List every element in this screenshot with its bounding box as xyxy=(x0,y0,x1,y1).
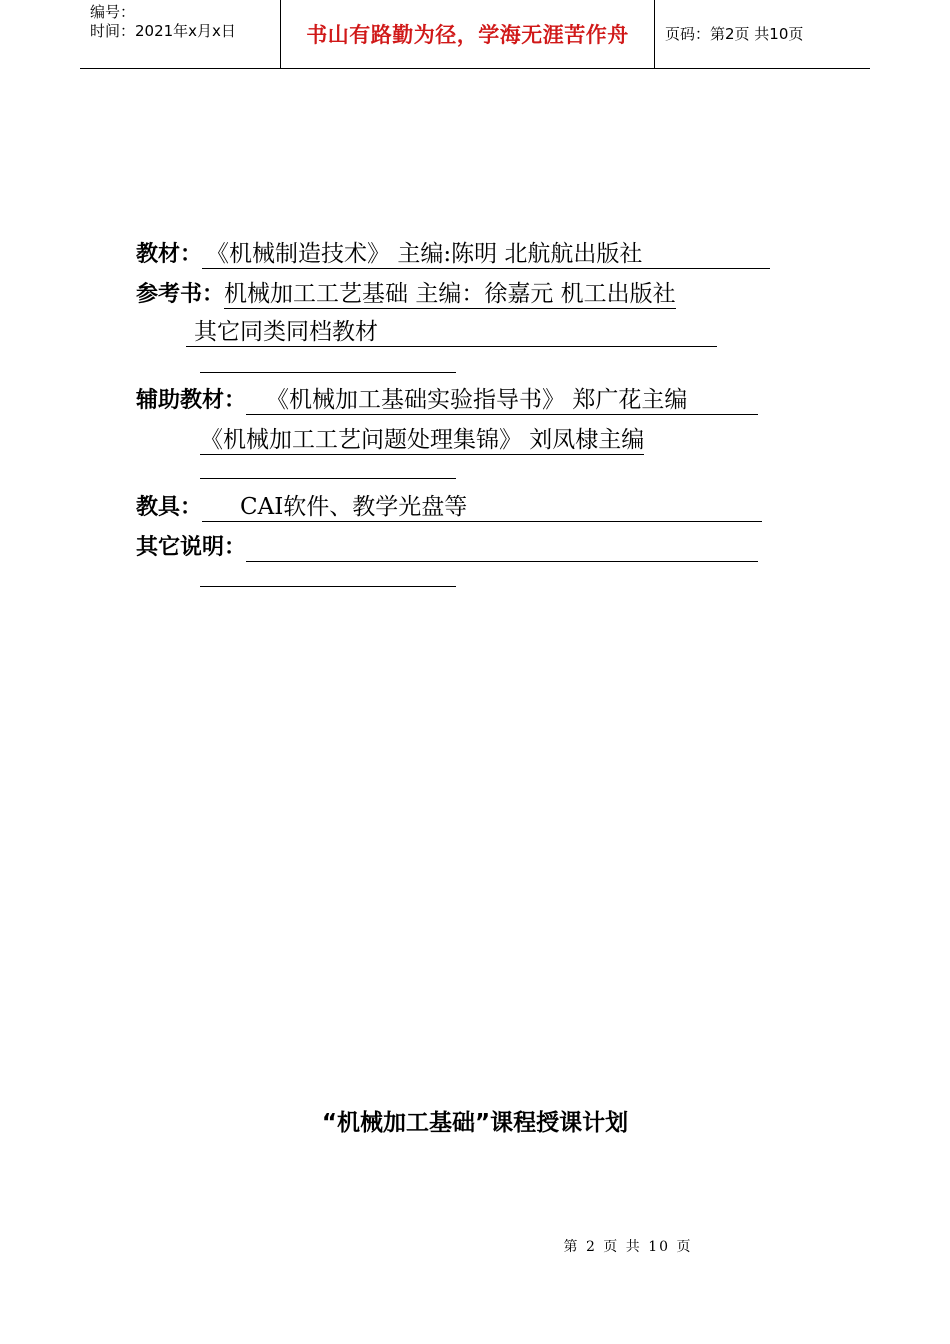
aux-label: 辅助教材： xyxy=(136,388,247,413)
reference-row-2 xyxy=(186,318,717,347)
reference-row xyxy=(136,280,676,309)
textbook-label: 教材： xyxy=(136,242,203,267)
blank-line xyxy=(200,478,456,479)
tools-row xyxy=(136,493,762,522)
reference-label: 参考书： xyxy=(136,282,225,307)
header-left-cell xyxy=(80,0,281,68)
aux-value-2: 《机械加工工艺问题处理集锦》 刘凤棣主编 xyxy=(200,427,645,453)
tools-label: 教具： xyxy=(136,495,203,520)
time-label: 时间：2021年x月x日 xyxy=(90,22,236,40)
textbook-row xyxy=(136,240,770,269)
aux-row xyxy=(136,386,758,415)
serial-label: 编号： xyxy=(90,3,136,21)
textbook-value: 《机械制造技术》 主编:陈明 北航航出版社 xyxy=(202,240,770,269)
other-label: 其它说明： xyxy=(136,535,247,560)
page-footer: 第 2 页 共 10 页 xyxy=(563,1239,693,1255)
header-right-cell xyxy=(655,0,870,68)
page-header xyxy=(80,0,870,69)
page-info: 页码：第2页 共10页 xyxy=(665,25,804,43)
motto-text: 书山有路勤为径，学海无涯苦作舟 xyxy=(306,23,629,47)
blank-line xyxy=(200,372,456,373)
aux-value: 《机械加工基础实验指导书》 郑广花主编 xyxy=(246,386,758,415)
aux-row-2 xyxy=(200,426,644,455)
reference-value-2: 其它同类同档教材 xyxy=(186,318,717,347)
doc-title: “机械加工基础”课程授课计划 xyxy=(321,1110,629,1136)
header-center-cell xyxy=(281,0,655,68)
reference-value: 机械加工工艺基础 主编：徐嘉元 机工出版社 xyxy=(224,281,676,307)
other-value-blank xyxy=(246,533,758,562)
other-row xyxy=(136,533,758,562)
tools-value: CAI软件、教学光盘等 xyxy=(202,493,762,522)
blank-line xyxy=(200,586,456,587)
